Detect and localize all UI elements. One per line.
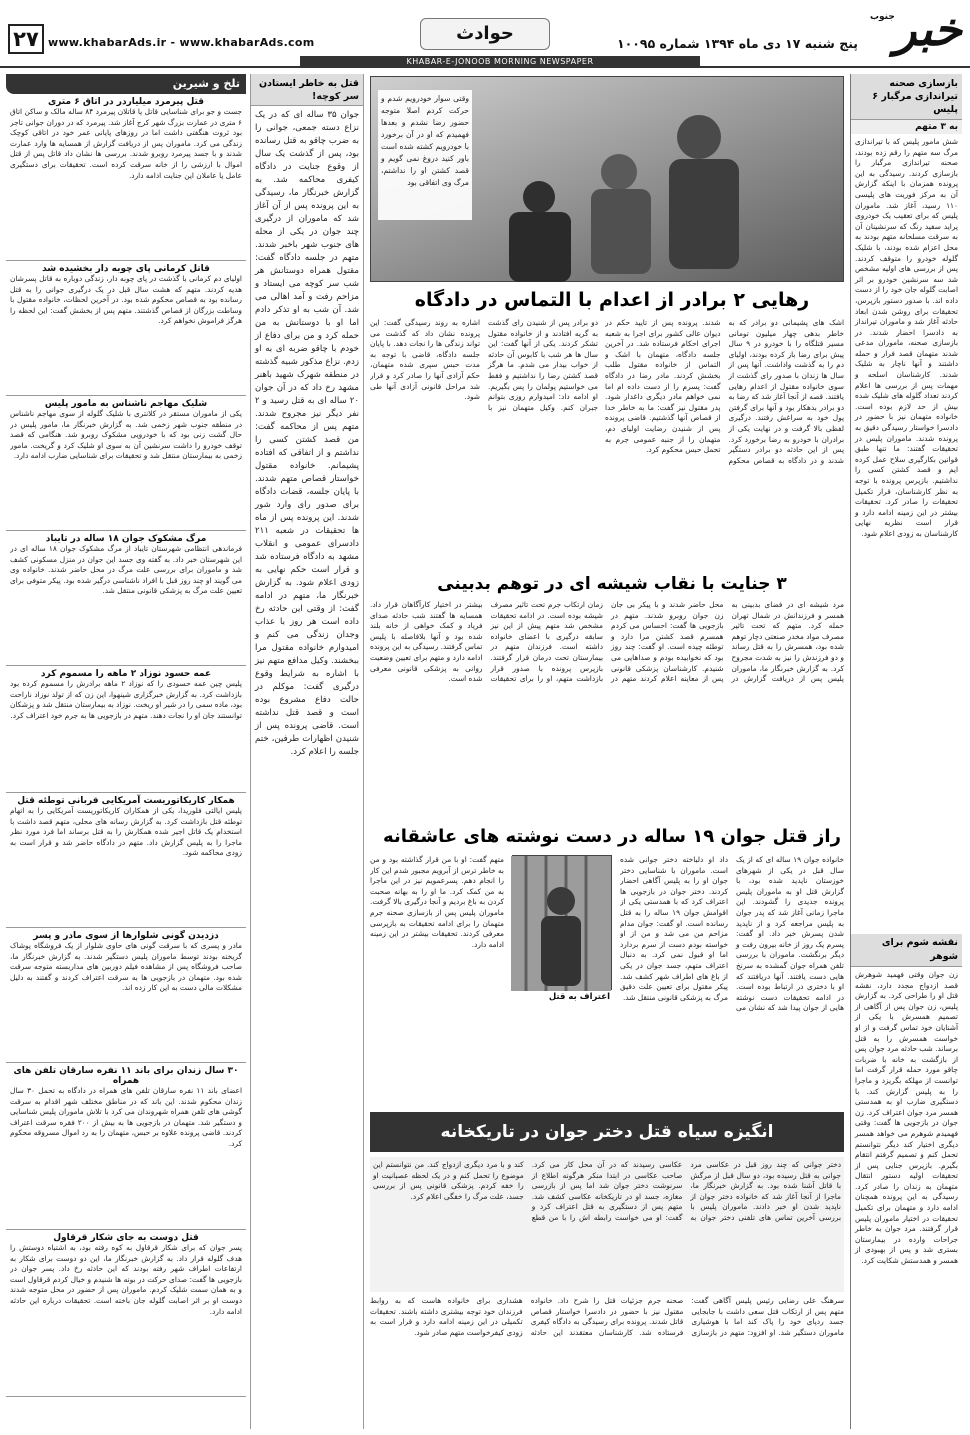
story3-sidebar-title: اعتراف به قتل — [548, 992, 610, 1002]
news-brief — [6, 1063, 246, 1230]
news-brief-body: اعضای باند ۱۱ نفره سارقان تلفن های همراه در دادگاه به تحمل ۳۰ سال زندان محکوم شدند. این باند که در مناطق مختلف شهر اقدام به سرقت گوشی های تلفن همراه شهروندان می کرد با تلاش ماموران پلیس شناسایی و دستگیر شد. متهمان در بازجویی ها به بیش از ۲۰۰ فقره سرقت اعتراف کردند. قاضی پرونده علاوه بر حبس، متهمان را به رد اموال مسروقه محکوم کرد. — [10, 1086, 242, 1148]
page-number: ۲۷ — [8, 24, 44, 54]
website[interactable]: www.khabarAds.ir - www.khabarAds.com — [48, 36, 315, 49]
section-tab: حوادث — [420, 18, 550, 50]
newspaper-logo — [870, 4, 962, 62]
story2-body: مرد شیشه ای در فضای بدبینی به همسر و فرزندانش در شمال تهران حمله کرد. متهم که تحت تاثیر مصرف مواد مخدر صنعتی دچار توهم شده بود، همسرش را به قتل رساند و دو فرزندش را نیز به شدت مجروح کرد. به گزارش خبرنگار ما، ماموران پلیس پس از دریافت گزارش در محل حاضر شدند و با پیکر بی جان زن جوان روبرو شدند. متهم در بازجویی ها گفت: احساس می کردم همسرم قصد کشتن مرا دارد و توطئه چیده است. او گفت: چند روز بود که نخوابیده بودم و صداهایی می شنیدم. کارشناسان پزشکی قانونی پس از معاینه اعلام کردند متهم در زمان ارتکاب جرم تحت تاثیر مصرف شیشه بوده است. در ادامه تحقیقات مشخص شد متهم پیش از این نیز سابقه درگیری با اعضای خانواده داشته است. فرزندان متهم در بیمارستان تحت درمان قرار گرفتند. بازپرس پرونده با صدور قرار بازداشت متهم، او را برای تحقیقات بیشتر در اختیار کارآگاهان قرار داد. همسایه ها گفتند شب حادثه صدای فریاد و کمک خواهی از خانه بلند شده بود و آنها بلافاصله با پلیس تماس گرفتند. رسیدگی به این پرونده ادامه دارد و متهم برای تعیین وضعیت روانی به پزشکی قانونی معرفی شده است. — [370, 600, 844, 684]
news-brief — [6, 928, 246, 1063]
story3-headline: راز قتل جوان ۱۹ ساله در دست نوشته های عاشقانه — [383, 826, 841, 847]
story1-body2: دو برادر پس از شنیدن رای گذشت به گریه افتادند و از خانواده مقتول تشکر کردند. یکی از آنها گفت: این سال ها هر شب با کابوس آن حادثه از خواب بیدار می شدم. ما هرگز قصد کشتن رضا را نداشتیم و فقط می خواستیم پولمان را پس بگیریم. او ادامه داد: امیدوارم روزی بتوانم جبران کنم. وکیل متهمان نیز با اشاره به روند رسیدگی گفت: این پرونده نشان داد که گذشت می تواند زندگی ها را نجات دهد. با پایان جلسه دادگاه، قاضی با توجه به مدت حبس سپری شده متهمان، حکم آزادی آنها را صادر کرد و قرار شد مراحل قانونی آزادی آنها طی شود. — [370, 318, 598, 412]
middle-column — [250, 74, 364, 1429]
news-brief-title: همکار کاریکاتوریست آمریکایی قربانی توطئه قتل — [17, 796, 235, 806]
news-brief-body: پلیس ایالتی فلوریدا، یکی از همکاران کاریکاتوریست آمریکایی را به اتهام توطئه قتل بازداشت کرد. به گزارش رسانه های محلی، متهم قصد داشت با استخدام یک قاتل اجیر شده همکارش را به قتل برساند اما فرد مورد نظر ماجرا را به پلیس گزارش داد. متهم در دادگاه حاضر شد و قرار است به زودی محاکمه شود. — [10, 806, 242, 858]
right-column-header — [851, 74, 962, 120]
story3-body: خانواده جوان ۱۹ ساله ای که از یک سال قبل در یکی از شهرهای خوزستان ناپدید شده بود، با گزارش قتل او به ماموران پلیس پرونده جدیدی را گشودند. این ماجرا زمانی آغاز شد که پدر جوان به پلیس مراجعه کرد و از ناپدید شدن پسرش خبر داد. او گفت: پسرم یک روز از خانه بیرون رفت و دیگر برنگشت. ماموران با بررسی تلفن همراه جوان گمشده به سرنخ هایی دست یافتند. آنها دریافتند که او با دختری در ارتباط بوده است. در ادامه تحقیقات دست نوشته هایی از جوان پیدا شد که نشان می داد او دلباخته دختر جوانی شده است. ماموران با شناسایی دختر جوان او را به پلیس آگاهی احضار کردند. دختر جوان در بازجویی ها اعتراف کرد که با همدستی یکی از اقوامش جوان ۱۹ ساله را به قتل رسانده است. او گفت: جوان مدام مزاحم من می شد و من از او خواسته بودم دست از سرم بردارد اما او قبول نمی کرد. به دنبال اعتراف متهم، جسد جوان در یکی از باغ های اطراف شهر کشف شد. پیکر مقتول برای تعیین علت دقیق مرگ به پزشکی قانونی منتقل شد. — [620, 855, 844, 1013]
prisoner-icon — [511, 856, 611, 991]
story3-sidebar-body: متهم گفت: او با من قرار گذاشته بود و من به خاطر ترس از آبرویم مجبور شدم این کار را انجام دهم. پسرعمویم نیز در این ماجرا به من کمک کرد. ما او را به بهانه صحبت کردن به باغ بردیم و آنجا درگیری بالا گرفت. ماموران پلیس پس از بازسازی صحنه جرم متهمان را برای ادامه تحقیقات به بازپرسی معرفی کردند. تحقیقات بیشتر در این زمینه ادامه دارد. — [370, 855, 504, 949]
right-box2-body: زن جوان وقتی فهمید شوهرش قصد ازدواج مجدد دارد، نقشه قتل او را طراحی کرد. به گزارش پلیس، زن جوان پس از آگاهی از تصمیم همسرش با یکی از آشنایان خود تماس گرفت و از او خواست همسرش را به قتل برساند. شب حادثه مرد جوان پس از بازگشت به خانه با ضربات چاقو مورد حمله قرار گرفت اما توانست از مهلکه بگریزد و ماجرا را به پلیس گزارش کند. با دستگیری ضارب او به همدستی همسر مرد جوان اعتراف کرد. زن جوان در بازجویی ها گفت: وقتی فهمیدم شوهرم می خواهد همسر دیگری اختیار کند دیگر نتوانستم تحمل کنم و تصمیم گرفتم انتقام بگیرم. بازپرس جنایی پس از تحقیقات اولیه دستور انتقال متهمان به زندان را صادر کرد. رسیدگی به این پرونده همچنان ادامه دارد و متهمان برای تکمیل تحقیقات در اختیار ماموران پلیس قرار گرفتند. مرد جوان به خاطر جراحات وارده در بیمارستان بستری شد و پس از بهبودی از همسر و همدستش شکایت کرد. — [855, 970, 958, 1266]
news-brief — [6, 1230, 246, 1397]
logo-word: خبر — [894, 2, 962, 56]
news-brief-body: یکی از ماموران مستقر در کلانتری با شلیک گلوله از سوی مهاجم ناشناس در منطقه جنوب شهر زخمی شد. به گزارش خبرنگار ما، مامور پلیس در حال گشت زنی بود که با خودرویی مشکوک روبرو شد. هنگامی که قصد توقف خودرو را داشت سرنشین آن به سوی او شلیک کرد و گریخت. مامور زخمی به بیمارستان منتقل شد و تحقیقات برای شناسایی ضارب ادامه دارد. — [10, 409, 242, 461]
photo-caption: وقتی سوار خودرویم شدم و حرکت کردم اصلا متوجه حضور رضا نشدم و بعدها فهمیدم که او در آن برخورد با خودرویم کشته شده است باور کنید دروغ نمی گویم و قصد کشتن او را نداشتم، مرگ وی اتفاقی بود — [378, 90, 472, 220]
news-brief-body: مادر و پسری که با سرقت گونی های حاوی شلوار از یک فروشگاه پوشاک گریخته بودند توسط ماموران پلیس دستگیر شدند. به گزارش خبرنگار ما، صاحب فروشگاه پس از مشاهده فیلم دوربین های مداربسته متوجه سرقت شده بود. متهمان در بازجویی ها به سرقت اعتراف کردند و گفتند به دلیل مشکلات مالی دست به این کار زده اند. — [10, 941, 242, 993]
news-brief — [6, 666, 246, 793]
news-brief — [6, 261, 246, 396]
story4-headline: انگیزه سیاه قتل دختر جوان در تاریکخانه — [440, 1122, 774, 1142]
story3-photo — [512, 855, 612, 990]
news-brief-title: شلیک مهاجم ناشناس به مامور پلیس — [44, 399, 208, 409]
news-brief-title: قتل دوست به جای شکار قرقاول — [53, 1233, 199, 1243]
story1-headline: رهایی ۲ برادر از اعدام با التماس در دادگاه — [414, 289, 810, 311]
news-brief-title: عمه حسود نوزاد ۲ ماهه را مسموم کرد — [40, 669, 212, 679]
story4-headline-band — [370, 1112, 844, 1152]
news-brief — [6, 94, 246, 261]
right-box2-title: نقشه شوم برای شوهر — [881, 937, 958, 962]
news-brief-body: جست و جو برای شناسایی قاتل یا قاتلان پیرمرد ۸۴ ساله مالک و ساکن اتاق ۶ متری در عمارت بزرگ شهر کرج آغاز شد. پیرمرد که در دوران جوانی تاجر بود ثروت هنگفتی داشت اما در روزهای پایانی عمر خود در اتاقی کوچک زندگی می کرد. ماموران پس از دریافت گزارش از همسایه ها وارد عمارت شدند و با جسد پیرمرد روبرو شدند. بررسی ها نشان داد قاتل پس از قتل اموال با ارزشی را از خانه سرقت کرده است. تحقیقات برای دستگیری عامل یا عاملان این جنایت ادامه دارد. — [10, 107, 242, 180]
masthead — [0, 0, 970, 68]
left-column — [6, 74, 246, 1429]
right-column-body: شش مامور پلیس که با تیراندازی مرگ سه متهم را رقم زده بودند، صحنه تیراندازی مرگبار را بازسازی کردند. رسیدگی به این پرونده همزمان با اینکه گزارش آن به مرکز فوریت های پلیسی ۱۱۰ رسید، آغاز شد. ماموران پلیس که برای تعقیب یک خودروی پراید سفید رنگ که سرنشینان آن به سرقت مسلحانه متهم بودند به محل اعزام شده بودند، با شلیک گلوله خودرو را متوقف کردند. پس از بررسی های اولیه مشخص شد سه سرنشین خودرو بر اثر اصابت گلوله جان خود را از دست داده اند. با صدور دستور بازپرس، تحقیقات برای روشن شدن ابعاد حادثه آغاز شد و ماموران تیرانداز به دادسرا احضار شدند. در بازسازی صحنه، ماموران مدعی شدند متهمان قصد فرار و حمله داشتند و آنها ناچار به شلیک شدند. کارشناسان اسلحه و مهمات پس از بررسی ها اعلام کردند تعداد گلوله های شلیک شده بیش از حد لازم بوده است. خانواده متهمان نیز با حضور در دادسرا خواستار رسیدگی دقیق به پرونده شدند. ماموران پلیس در تحقیقات گفتند: ما تنها طبق قوانین بکارگیری سلاح عمل کرده ایم و قصد کشتن کسی را نداشتیم. بازپرس پرونده با توجه به نظر کارشناسان، قرار تکمیل تحقیقات را صادر کرد. تحقیقات بیشتر در این زمینه ادامه دارد و قرار است نظریه نهایی کارشناسان به زودی اعلام شود. — [855, 137, 958, 538]
news-brief — [6, 793, 246, 928]
news-brief-title: دزدیدن گونی شلوارها از سوی مادر و پسر — [33, 931, 219, 941]
news-brief-body: فرماندهی انتظامی شهرستان تایباد از مرگ مشکوک جوان ۱۸ ساله ای در این شهرستان خبر داد. به گفته وی جسد این جوان در منزل مسکونی کشف شد و ماموران برای بررسی علت مرگ در محل حاضر شدند. خانواده وی می گویند او چند روز قبل با افراد ناشناسی درگیر شده بود. پیکر متوفی برای تعیین علت مرگ به پزشکی قانونی منتقل شد. — [10, 544, 242, 596]
news-brief-title: قتل پیرمرد میلیاردر در اتاق ۶ متری — [47, 97, 205, 107]
news-brief-body: پلیس چین عمه حسودی را که نوزاد ۲ ماهه برادرش را مسموم کرده بود بازداشت کرد. به گزارش خبرگزاری شینهوا، این زن که از تولد نوزاد ناراحت بود، ماده سمی را در شیر او ریخت. نوزاد به بیمارستان منتقل شد و پزشکان توانستند جان او را نجات دهند. متهم در بازجویی ها به جرم خود اعتراف کرد. — [10, 679, 242, 720]
story1-body: اشک های پشیمانی دو برادر که به خاطر بدهی چهار میلیون تومانی مسیر قتلگاه را با خودرو در ۹ سال پیش برای رضا باز کرده بودند، اولیای دم را به گذشت واداشت. آنها پس از سال ها زندان با صدور رای گذشت از سوی خانواده مقتول از اعدام رهایی یافتند. قصه از آنجا آغاز شد که رضا به دو برادر بدهکار بود و آنها برای گرفتن پول خود به سراغش رفتند. درگیری لفظی بالا گرفت و در نهایت یکی از برادران با خودرو به رضا برخورد کرد. پس از این حادثه دو برادر دستگیر شدند و در دادگاه به قصاص محکوم شدند. پرونده پس از تایید حکم در دیوان عالی کشور برای اجرا به شعبه اجرای احکام فرستاده شد. در آخرین جلسه دادگاه، متهمان با اشک و التماس از خانواده مقتول طلب بخشش کردند. مادر رضا در دادگاه گفت: پسرم را از دست داده ام اما نمی خواهم مادر دیگری داغدار شود. پدر مقتول نیز گفت: ما به خاطر خدا از قصاص آنها گذشتیم. قاضی پرونده پس از شنیدن رضایت اولیای دم، متهمان را از جنبه عمومی جرم به تحمل حبس محکوم کرد. — [605, 318, 844, 465]
left-column-header — [6, 74, 246, 94]
news-brief-title: ۳۰ سال زندان برای باند ۱۱ نفره سارقان تلفن های همراه — [13, 1066, 239, 1086]
right-column — [850, 74, 962, 1429]
middle-column-body: جوان ۳۵ ساله ای که در یک نزاع دسته جمعی، جوانی را به ضرب چاقو به قتل رسانده بود، پس از گذشت یک سال از وقوع جنایت در دادگاه کیفری محاکمه شد. به گزارش خبرنگار ما، رسیدگی به این پرونده پس از آن آغاز شد که ماموران از درگیری چند جوان در یکی از محله های جنوب شهر باخبر شدند. متهم در جلسه دادگاه گفت: مقتول همراه دوستانش هر شب سر کوچه می ایستاد و مزاحم رفت و آمد اهالی می شد. آن شب به او تذکر دادم اما او با دوستانش به من حمله کرد و من برای دفاع از خودم با چاقو ضربه ای به او زدم. نزاع مذکور شبیه گذشته در منطقه شهرک شهید باهنر مشهد رخ داد که در آن جوان ۲۰ ساله ای به قتل رسید و ۲ نفر دیگر نیز مجروح شدند. متهم پس از محاکمه گفت: من قصد کشتن کسی را نداشتم و از اتفاقی که افتاده پشیمانم. خانواده مقتول خواستار قصاص متهم شدند. با پایان جلسه، قضات دادگاه برای صدور رای وارد شور شدند. این پرونده پس از ماه ها تحقیقات در شعبه ۲۱۱ دادسرای عمومی و انقلاب مشهد به دادگاه فرستاده شد و قرار است حکم نهایی به زودی اعلام شود. به گزارش خبرنگار ما، متهم در ادامه گفت: از وقتی این حادثه رخ داده است هر روز با عذاب وجدان زندگی می کنم و امیدوارم خانواده مقتول مرا ببخشند. وکیل مدافع متهم نیز با اشاره به شرایط وقوع درگیری گفت: موکلم در حالت دفاع مشروع بوده است و قصد قتل نداشته است. قاضی پرونده پس از شنیدن اظهارات طرفین، ختم جلسه را اعلام کرد. — [255, 110, 360, 757]
middle-column-title: قتل به خاطر ایستادن — [258, 78, 359, 89]
right-column-title: بازسازی صحنه تیراندازی مرگبار ۶ پلیس — [872, 78, 958, 115]
left-column-items — [6, 94, 246, 1397]
dateline: پنج شنبه ۱۷ دی ماه ۱۳۹۴ شماره ۱۰۰۹۵ — [617, 36, 858, 51]
story2-headline: ۳ جنایت با نقاب شیشه ای در توهم بدبینی — [437, 574, 787, 594]
left-column-title: تلخ و شیرین — [172, 77, 240, 90]
middle-column-header — [251, 74, 363, 106]
news-brief — [6, 531, 246, 666]
news-brief-title: مرگ مشکوک جوان ۱۸ ساله در تایباد — [45, 534, 207, 544]
logo-sub: جنوب — [870, 12, 895, 22]
story4-body2: سرهنگ علی رضایی رئیس پلیس آگاهی گفت: متهم پس از ارتکاب قتل سعی داشت با جابجایی جسد ردپای خود را پاک کند اما با هوشیاری ماموران دستگیر شد. او افزود: متهم در بازسازی صحنه جرم جزئیات قتل را شرح داد. خانواده مقتول نیز با حضور در دادسرا خواستار قصاص قاتل شدند. پرونده برای رسیدگی به دادگاه کیفری فرستاده شد. کارشناسان معتقدند این حادثه هشداری برای خانواده هاست که به روابط فرزندان خود توجه بیشتری داشته باشند. تحقیقات تکمیلی در این زمینه ادامه دارد و قرار است به زودی کیفرخواست متهم صادر شود. — [370, 1296, 844, 1337]
story4-body: دختر جوانی که چند روز قبل در عکاسی مرد جوانی به قتل رسیده بود، دو سال قبل از مرگش با قاتل آشنا شده بود. به گزارش خبرنگار ما، ماجرا از آنجا آغاز شد که خانواده دختر جوان از ناپدید شدن او خبر دادند. ماموران پلیس با بررسی آخرین تماس های تلفنی دختر جوان به عکاسی رسیدند که در آن محل کار می کرد. صاحب عکاسی در ابتدا منکر هرگونه اطلاع از سرنوشت دختر جوان شد اما پس از بازرسی مغازه، جسد او در تاریکخانه عکاسی کشف شد. متهم پس از دستگیری به قتل اعتراف کرد و گفت: او می خواست رابطه اش را با من قطع کند و با مرد دیگری ازدواج کند. من نتوانستم این موضوع را تحمل کنم و در یک لحظه عصبانیت او را خفه کردم. پزشکی قانونی پس از بررسی جسد، علت مرگ را خفگی اعلام کرد. — [370, 1157, 844, 1292]
english-banner: KHABAR-E-JONOOB MORNING NEWSPAPER — [300, 56, 700, 68]
news-brief-body: پسر جوان که برای شکار قرقاول به کوه رفته بود، به اشتباه دوستش را هدف گلوله قرار داد. به گزارش خبرنگار ما، این دو دوست برای شکار به ارتفاعات اطراف شهر رفته بودند که این حادثه رخ داد. پسر جوان در بازجویی ها گفت: صدای حرکت در بوته ها شنیدم و خیال کردم قرقاول است و به همان سمت شلیک کردم. ماموران پس از حضور در محل متوجه شدند دوست او بر اثر اصابت گلوله جان باخته است. تحقیقات درباره این حادثه ادامه دارد. — [10, 1243, 242, 1316]
news-brief-body: اولیای دم کرمانی با گذشت در پای چوبه دار، زندگی دوباره به قاتل پسرشان هدیه کردند. متهم که هشت سال قبل در یک درگیری جوانی را به قتل رسانده بود به قصاص محکوم شده بود. در آخرین لحظات، خانواده مقتول با وساطت بزرگان از قصاص گذشتند. متهم پس از بخشش گفت: این لحظه را هرگز فراموش نخواهم کرد. — [10, 274, 242, 326]
news-brief-title: قاتل کرمانی پای چوبه دار بخشیده شد — [42, 264, 210, 274]
right-box2-header — [851, 934, 962, 967]
news-brief — [6, 396, 246, 531]
middle-column-subtitle: سر کوچه! — [312, 91, 359, 102]
right-column-subtitle: به ۳ متهم — [851, 120, 962, 134]
